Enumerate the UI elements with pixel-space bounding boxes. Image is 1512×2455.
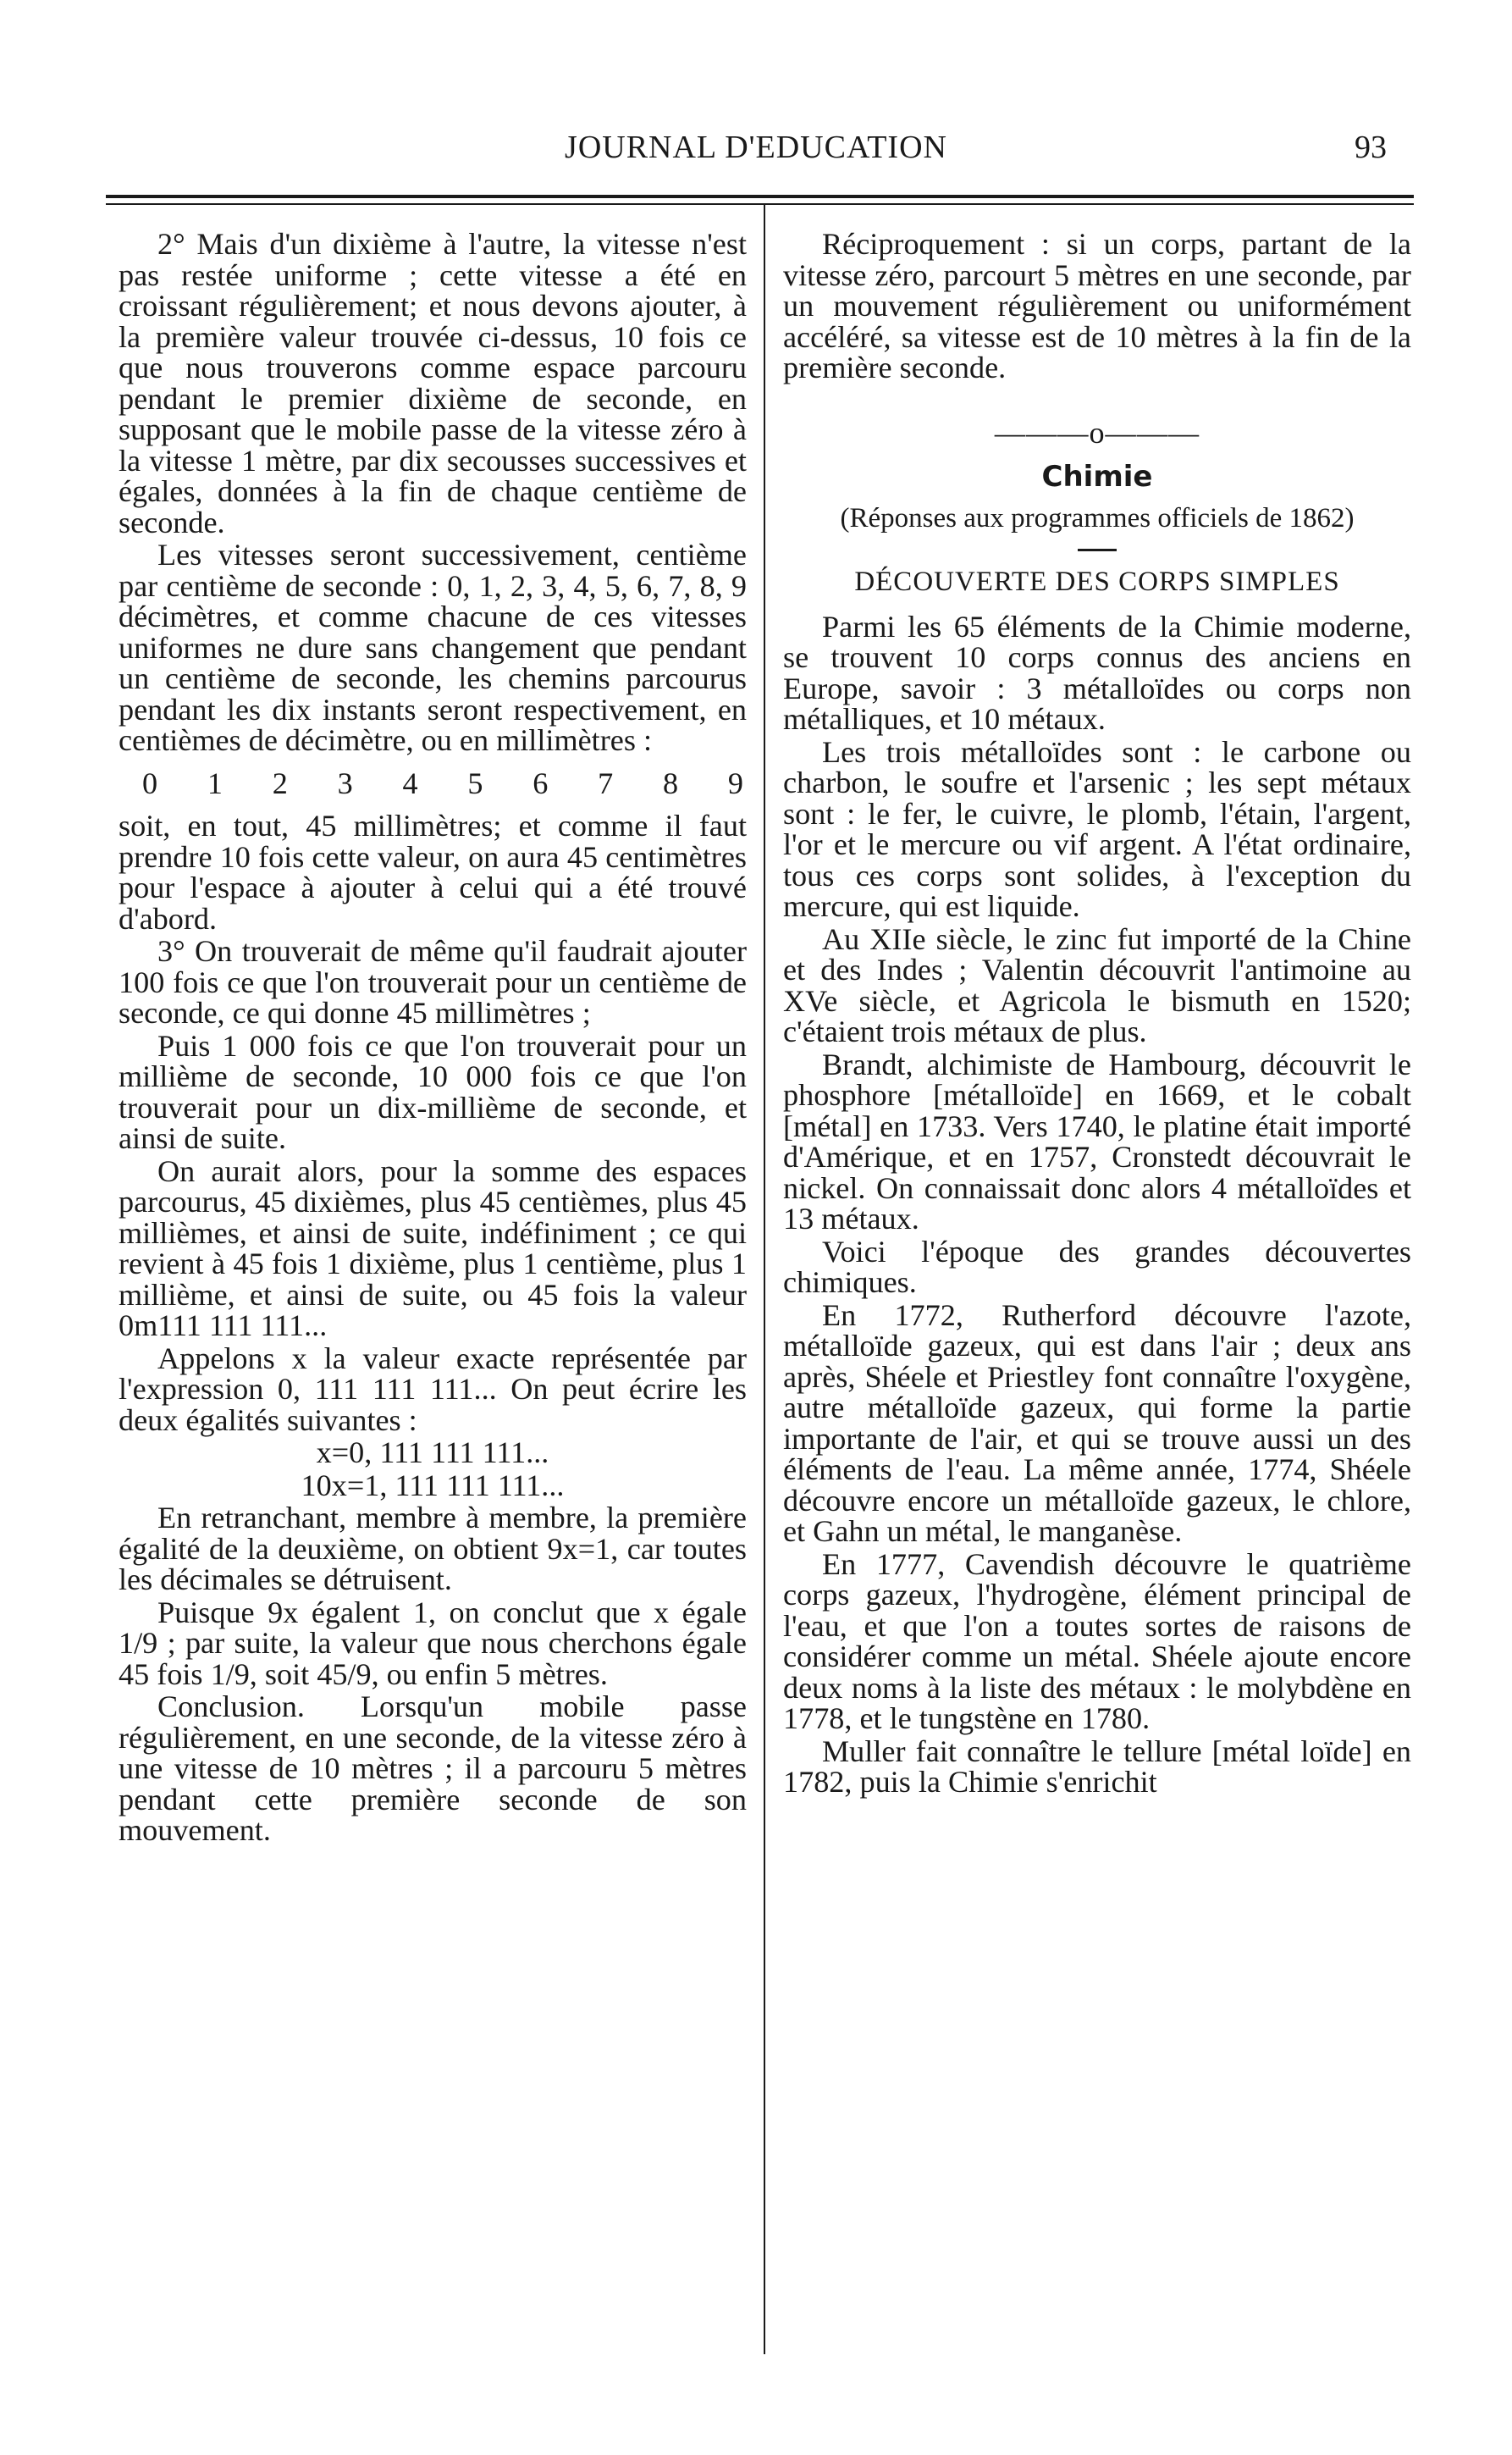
section-title: Chimie <box>1041 460 1153 494</box>
paragraph: Les trois métalloïdes sont : le carbone ou charbon, le soufre et l'arsenic ; les sept métaux sont : le fer, le cuivre, le plomb, l'étain, l'argent, l'or et le mercure ou vif argent. A l'état ordinaire, tous ces corps sont solides, à l'exception du mercure, qui est liquide. <box>783 734 1411 923</box>
paragraph: Brandt, alchimiste de Hambourg, découvrit le phosphore [métalloïde] en 1669, et le cobalt [métal] en 1733. Vers 1740, le platine était importé d'Amérique, et en 1757, Cronstedt découvrait le nickel. On connaissait donc alors 4 métalloïdes et 13 métaux. <box>783 1047 1411 1236</box>
left-column <box>119 229 747 1846</box>
digit: 6 <box>533 766 549 800</box>
digit: 0 <box>142 766 158 800</box>
paragraph: Parmi les 65 éléments de la Chimie moderne, se trouvent 10 corps connus des anciens en Europe, savoir : 3 métalloïdes ou corps non métalliques, et 10 métaux. <box>783 609 1411 736</box>
digit: 8 <box>663 766 679 800</box>
paragraph: Conclusion. Lorsqu'un mobile passe régulièrement, en une seconde, de la vitesse zéro à une vitesse de 10 mètres ; il a parcouru 5 mètres pendant cette première seconde de son mouvement. <box>119 1689 747 1847</box>
digit: 1 <box>207 766 223 800</box>
digit: 2 <box>272 766 288 800</box>
column-divider <box>764 203 765 2354</box>
paragraph: Puisque 9x égalent 1, on conclut que x égale 1/9 ; par suite, la valeur que nous cherchons égale 45 fois 1/9, soit 45/9, ou enfin 5 mètres. <box>119 1595 747 1691</box>
paragraph: Au XIIe siècle, le zinc fut importé de la Chine et des Indes ; Valentin découvrit l'antimoine au XVe siècle, et Agricola le bismuth en 1520; c'étaient trois métaux de plus. <box>783 921 1411 1048</box>
page-number: 93 <box>1355 130 1387 165</box>
digit: 3 <box>337 766 353 800</box>
digit: 7 <box>598 766 614 800</box>
subsection-title: DÉCOUVERTE DES CORPS SIMPLES <box>854 567 1340 597</box>
paragraph: 3° On trouverait de même qu'il faudrait ajouter 100 fois ce que l'on trouverait pour un centième de seconde, ce qui donne 45 millimètres ; <box>119 934 747 1030</box>
equation: 10x=1, 111 111 111... <box>301 1468 565 1502</box>
right-column <box>783 229 1411 1798</box>
paragraph: Muller fait connaître le tellure [métal loïde] en 1782, puis la Chimie s'enrichit <box>783 1733 1411 1799</box>
section-subtitle: (Réponses aux programmes officiels de 1862) <box>840 502 1355 534</box>
digit: 5 <box>467 766 483 800</box>
paragraph: En 1777, Cavendish découvre le quatrième corps gazeux, l'hydrogène, élément principal de l'eau, et que l'on a toutes sortes de raisons de considérer comme un métal. Shéele ajoute encore deux noms à la liste des métaux : le molybdène en 1778, et le tungstène en 1780. <box>783 1546 1411 1735</box>
paragraph: En 1772, Rutherford découvre l'azote, métalloïde gazeux, qui est dans l'air ; deux ans après, Shéele et Priestley font connaître l'oxygène, autre métalloïde gazeux, qui forme la partie importante de l'air, et qui se trouve aussi un des éléments de l'eau. La même année, 1774, Shéele découvre encore un métalloïde gazeux, le chlore, et Gahn un métal, le manganèse. <box>783 1297 1411 1548</box>
paragraph: On aurait alors, pour la somme des espaces parcourus, 45 dixièmes, plus 45 centièmes, plus 45 millièmes, et ainsi de suite, indéfiniment ; ce qui revient à 45 fois 1 dixième, plus 1 centième, plus 1 millième, et ainsi de suite, ou 45 fois la valeur 0m111 111 111... <box>119 1153 747 1342</box>
paragraph: En retranchant, membre à membre, la première égalité de la deuxième, on obtient 9x=1, car toutes les décimales se détruisent. <box>119 1501 747 1596</box>
paragraph: 2° Mais d'un dixième à l'autre, la vitesse n'est pas restée uniforme ; cette vitesse a été en croissant régulièrement; et nous devons ajouter, à la première valeur trouvée ci-dessus, 10 fois ce que nous trouverons comme espace parcouru pendant le premier dixième de seconde, en supposant que le mobile passe de la vitesse zéro à la vitesse 1 mètre, par dix secousses successives et égales, données à la fin de chaque centième de seconde. <box>119 227 747 539</box>
section-separator: ———o——— <box>994 415 1200 450</box>
title-dash <box>1078 549 1117 551</box>
paragraph: Voici l'époque des grandes découvertes chimiques. <box>783 1234 1411 1299</box>
header-rule-thin <box>106 203 1414 205</box>
paragraph: soit, en tout, 45 millimètres; et comme il faut prendre 10 fois cette valeur, on aura 45 centimètres pour l'espace à ajouter à celui qui a été trouvé d'abord. <box>119 809 747 936</box>
digit: 9 <box>727 766 743 800</box>
paragraph: Les vitesses seront successivement, centième par centième de seconde : 0, 1, 2, 3, 4, 5, 6, 7, 8, 9 décimètres, et comme chacune de ces vitesses uniformes ne dure sans changement que pendant un centième de seconde, les chemins parcourus pendant les dix instants seront respectivement, en centièmes de décimètre, ou en millimètres : <box>119 538 747 757</box>
equation: x=0, 111 111 111... <box>316 1435 549 1469</box>
paragraph: Puis 1 000 fois ce que l'on trouverait pour un millième de seconde, 10 000 fois ce que l'on trouverait pour un dix-millième de seconde, et ainsi de suite. <box>119 1028 747 1155</box>
digit: 4 <box>402 766 418 800</box>
running-header-title: JOURNAL D'EDUCATION <box>565 130 947 165</box>
paragraph: Réciproquement : si un corps, partant de la vitesse zéro, parcourt 5 mètres en une seconde, par un mouvement régulièrement ou uniformément accéléré, sa vitesse est de 10 mètres à la fin de la première seconde. <box>783 227 1411 384</box>
header-rule-thick <box>106 195 1414 198</box>
digit-sequence <box>119 756 747 811</box>
paragraph: Appelons x la valeur exacte représentée par l'expression 0, 111 111 111... On peut écrire les deux égalités suivantes : <box>119 1341 747 1437</box>
